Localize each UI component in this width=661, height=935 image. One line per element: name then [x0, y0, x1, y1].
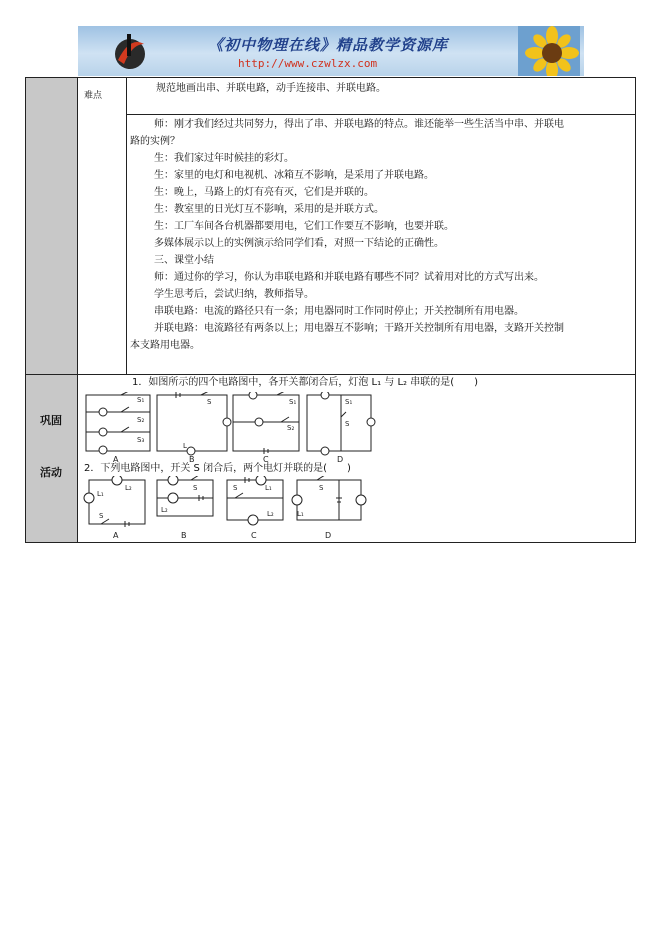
q1-label-c: C	[263, 455, 269, 464]
q1-d-s1: S₁	[345, 398, 353, 406]
body-line-7: 生：工厂车间各台机器都要用电，它们工作要互不影响，也要并联。	[154, 221, 454, 232]
q1-a-s3: S₃	[137, 436, 145, 444]
q1-a-s2: S₂	[137, 416, 145, 424]
q2-label-a: A	[113, 531, 119, 540]
body-line-5: 生：晚上，马路上的灯有亮有灭，它们是并联的。	[154, 187, 374, 198]
q2-c-s: S	[233, 484, 238, 492]
body-line-2: 路的实例？	[130, 136, 180, 147]
q2-c-l1: L₁	[265, 484, 272, 492]
body-line-12: 串联电路：电流的路径只有一条；用电器同时工作同时停止；开关控制所有用电器。	[154, 306, 524, 317]
sunflower-icon	[518, 26, 580, 76]
q2-label-c: C	[251, 531, 257, 540]
q1-circuit-b	[157, 392, 231, 455]
body-line-3: 生：我们家过年时候挂的彩灯。	[154, 153, 294, 164]
q2-d-s: S	[319, 484, 324, 492]
body-line-11: 学生思考后，尝试归纳，教师指导。	[154, 289, 314, 300]
question-1: 1．如图所示的四个电路图中，各开关都闭合后，灯泡 L₁ 与 L₂ 串联的是( )	[132, 377, 479, 388]
q2-a-l1: L₁	[97, 490, 104, 498]
difficulty-label: 难点	[84, 91, 103, 101]
body-line-10: 师：通过你的学习，你认为串联电路和并联电路有哪些不同？试着用对比的方式写出来。	[154, 272, 544, 283]
difficulty-text: 规范地画出串、并联电路，动手连接串、并联电路。	[156, 83, 386, 94]
q1-d-s: S	[345, 420, 350, 428]
q1-label-b: B	[189, 455, 195, 464]
question-2: 2．下列电路图中，开关 S 闭合后，两个电灯并联的是( )	[84, 463, 351, 474]
q2-b-l2: L₂	[161, 506, 168, 514]
section-heading: 三、课堂小结	[154, 255, 214, 266]
q1-circuit-figures	[81, 392, 381, 464]
q1-label-a: A	[113, 455, 119, 464]
q1-label-d: D	[337, 455, 344, 464]
row-label-consolidate: 巩固	[40, 414, 62, 427]
body-line-4: 生：家里的电灯和电视机、冰箱互不影响，是采用了并联电路。	[154, 170, 434, 181]
q1-circuit-d	[307, 392, 375, 455]
banner-url[interactable]: http://www.czwlzx.com	[238, 57, 378, 70]
banner-title: 《初中物理在线》精品教学资源库	[208, 36, 449, 54]
header-banner	[78, 26, 584, 76]
lesson-table	[25, 77, 636, 543]
q2-c-l2: L₂	[267, 510, 274, 518]
body-line-14: 本支路用电器。	[130, 340, 200, 351]
body-line-8: 多媒体展示以上的实例演示给同学们看，对照一下结论的正确性。	[154, 238, 444, 249]
q1-a-s1: S₁	[137, 396, 145, 404]
q2-label-b: B	[181, 531, 187, 540]
body-line-6: 生：教室里的日光灯互不影响，采用的是并联方式。	[154, 204, 384, 215]
q1-c-s2: S₂	[287, 424, 295, 432]
q2-circuit-figures	[81, 476, 381, 542]
q1-b-s: S	[207, 398, 212, 406]
q2-a-l2: L₂	[125, 484, 132, 492]
logo-icon	[108, 30, 152, 72]
row-label-activity: 活动	[40, 466, 62, 479]
q1-b-l: L	[183, 442, 187, 450]
q2-a-s: S	[99, 512, 104, 520]
q2-d-l1: L₁	[297, 510, 304, 518]
body-line-13: 并联电路：电流路径有两条以上；用电器互不影响；干路开关控制所有用电器，支路开关控制	[154, 323, 564, 334]
q2-b-s: S	[193, 484, 198, 492]
q2-label-d: D	[325, 531, 332, 540]
q1-c-s1: S₁	[289, 398, 297, 406]
q2-circuit-a	[84, 476, 145, 527]
body-line-1: 师：刚才我们经过共同努力，得出了串、并联电路的特点。谁还能举一些生活当中串、并联电	[154, 119, 564, 130]
